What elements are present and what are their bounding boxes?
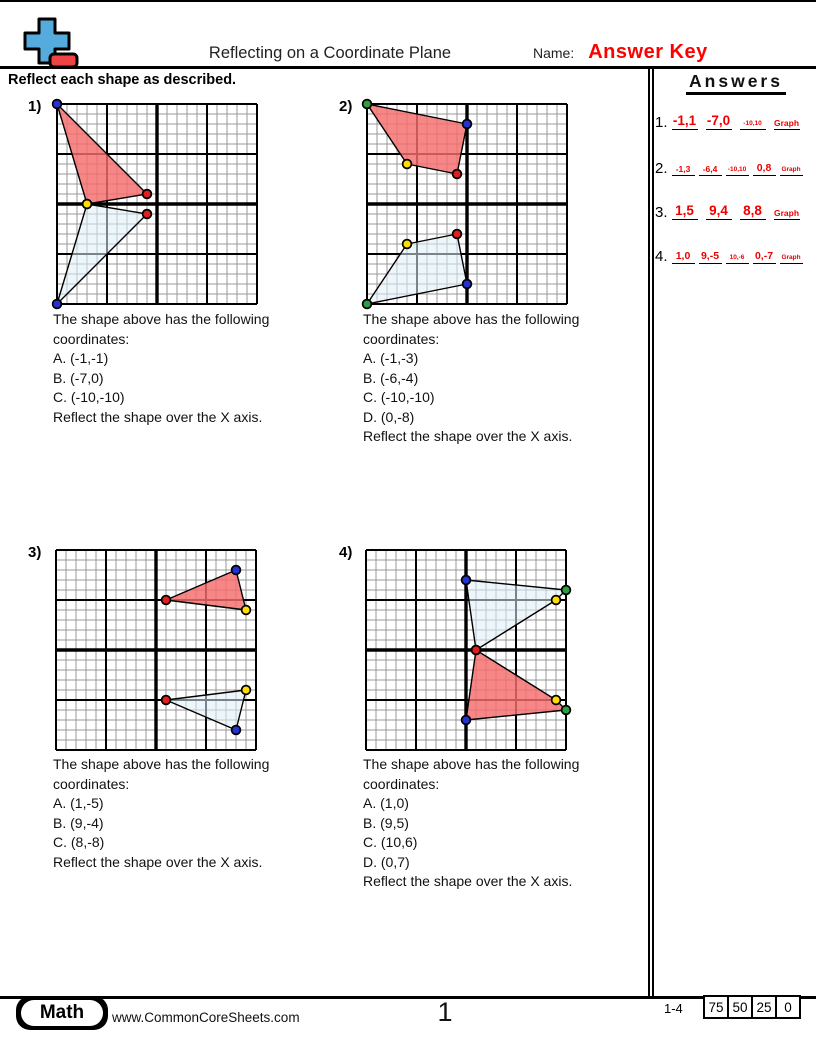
score-cell: 50 — [727, 995, 753, 1019]
page-number: 1 — [437, 997, 453, 1027]
problem-text-line: B. (9,-4) — [53, 814, 104, 831]
worksheet-instruction: Reflect each shape as described. — [8, 72, 237, 88]
vertex-dot-red — [162, 696, 171, 705]
problem-number: 3) — [28, 544, 42, 561]
problem-text-line: A. (1,0) — [363, 795, 409, 811]
vertex-dot-blue — [463, 120, 472, 129]
vertex-dot-red — [162, 596, 171, 605]
problem-text-line: A. (-1,-3) — [363, 350, 419, 366]
name-label: Name: — [533, 45, 575, 61]
problem-text-line: coordinates: — [53, 330, 130, 347]
coordinate-grid — [366, 550, 566, 750]
name-row — [533, 41, 708, 64]
answer-blank: 8,8 — [740, 204, 766, 220]
answer-blank: -1,1 — [672, 114, 698, 130]
answer-blank: Graph — [774, 118, 800, 129]
problem-text-line: coordinates: — [363, 775, 440, 792]
vertex-dot-red — [453, 230, 462, 239]
coordinate-grid — [57, 104, 257, 304]
vertex-dot-blue — [232, 726, 241, 735]
score-cell: 75 — [703, 995, 729, 1019]
problem-text-line: C. (-10,-10) — [53, 389, 125, 405]
problem-text-line: Reflect the shape over the X axis. — [53, 408, 263, 425]
header-divider — [0, 66, 816, 69]
problem-text-line: The shape above has the following — [363, 756, 580, 772]
vertex-dot-blue — [463, 280, 472, 289]
problem-text-line: The shape above has the following — [53, 311, 270, 327]
vertex-dot-green — [562, 706, 571, 715]
problem-text-line: Reflect the shape over the X axis. — [363, 428, 573, 444]
vertex-dot-yellow — [403, 240, 412, 249]
answer-blank: 9,4 — [706, 204, 732, 220]
answer-blank: 9,-5 — [699, 251, 722, 264]
problem-text-line: Reflect the shape over the X axis. — [363, 873, 573, 889]
problem-range-label: 1-4 — [664, 1001, 683, 1016]
vertex-dot-red — [453, 170, 462, 179]
subject-badge-pill — [21, 1000, 103, 1026]
vertex-dot-blue — [53, 100, 62, 109]
problem-number: 1) — [28, 98, 42, 115]
answer-blank: Graph — [774, 208, 800, 219]
answer-row — [655, 114, 813, 130]
vertex-dot-blue — [232, 566, 241, 575]
subject-label: Math — [39, 1002, 85, 1023]
answer-blank: -10,10 — [740, 121, 766, 130]
problem-text-line: The shape above has the following — [53, 756, 270, 772]
answer-blank: 10,-6 — [726, 255, 749, 264]
answer-row — [655, 161, 813, 176]
problem-text-line: Reflect the shape over the X axis. — [53, 853, 263, 870]
vertex-dot-yellow — [242, 686, 251, 695]
answer-blank: 0,8 — [753, 163, 776, 176]
website-url: www.CommonCoreSheets.com — [112, 1010, 300, 1025]
vertex-dot-yellow — [403, 160, 412, 169]
commoncoresheets-logo plus-minus-icon — [22, 16, 82, 70]
subject-badge — [16, 996, 108, 1030]
vertex-dot-blue — [462, 576, 471, 585]
answer-number: 3. — [655, 204, 668, 222]
problem-text-line: A. (-1,-1) — [53, 350, 109, 366]
answer-blank: 1,0 — [672, 251, 695, 264]
top-border — [0, 0, 816, 2]
problem-text-line: D. (0,7) — [363, 853, 410, 870]
problem-grid — [367, 104, 567, 304]
page-title: Reflecting on a Coordinate Plane — [208, 44, 452, 62]
answer-key-label: Answer Key — [588, 41, 708, 63]
problem-text-line: The shape above has the following — [363, 311, 580, 327]
score-table — [703, 995, 801, 1019]
vertex-dot-red — [143, 190, 152, 199]
problem-text-line: B. (9,5) — [363, 814, 409, 831]
problem-text-line: B. (-7,0) — [53, 369, 104, 386]
answer-blank: -6,4 — [699, 165, 722, 176]
vertex-dot-blue — [462, 716, 471, 725]
problem-grid — [57, 104, 257, 304]
vertex-dot-green — [562, 586, 571, 595]
problem-text-line: B. (-6,-4) — [363, 369, 419, 386]
answer-number: 2. — [655, 160, 668, 177]
problem-text — [53, 310, 353, 427]
vertex-dot-yellow — [552, 596, 561, 605]
vertex-dot-blue — [53, 300, 62, 309]
vertex-dot-yellow — [242, 606, 251, 615]
answer-blank: Graph — [780, 255, 803, 264]
score-cell: 25 — [751, 995, 777, 1019]
problem-text — [363, 755, 663, 892]
answer-row — [655, 204, 813, 220]
vertex-dot-red — [143, 210, 152, 219]
answer-blank: -10,10 — [726, 167, 749, 176]
vertex-dot-green — [363, 300, 372, 309]
problem-number: 2) — [339, 98, 353, 115]
problem-grid — [366, 550, 566, 750]
vertex-dot-red — [472, 646, 481, 655]
problem-text-line: D. (0,-8) — [363, 408, 415, 425]
problem-text-line: coordinates: — [53, 775, 130, 792]
problem-text — [363, 310, 663, 447]
problem-text-line: coordinates: — [363, 330, 440, 347]
vertex-dot-yellow — [83, 200, 92, 209]
problem-text-line: C. (-10,-10) — [363, 389, 435, 405]
score-cell: 0 — [775, 995, 801, 1019]
answer-row — [655, 249, 813, 264]
coordinate-grid — [367, 104, 567, 304]
answer-number: 1. — [655, 114, 668, 132]
coordinate-grid — [56, 550, 256, 750]
answer-blank: Graph — [780, 167, 803, 176]
problem-text-line: A. (1,-5) — [53, 795, 104, 811]
vertex-dot-green — [363, 100, 372, 109]
vertex-dot-yellow — [552, 696, 561, 705]
problem-text — [53, 755, 353, 872]
problem-grid — [56, 550, 256, 750]
problem-number: 4) — [339, 544, 353, 561]
answer-blank: 0,-7 — [753, 251, 776, 264]
answer-blank: -7,0 — [706, 114, 732, 130]
problem-text-line: C. (8,-8) — [53, 834, 105, 850]
answer-number: 4. — [655, 248, 668, 265]
problem-text-line: C. (10,6) — [363, 834, 418, 850]
answer-blank: 1,5 — [672, 204, 698, 220]
answer-blank: -1,3 — [672, 165, 695, 176]
answers-title: Answers — [660, 71, 812, 92]
